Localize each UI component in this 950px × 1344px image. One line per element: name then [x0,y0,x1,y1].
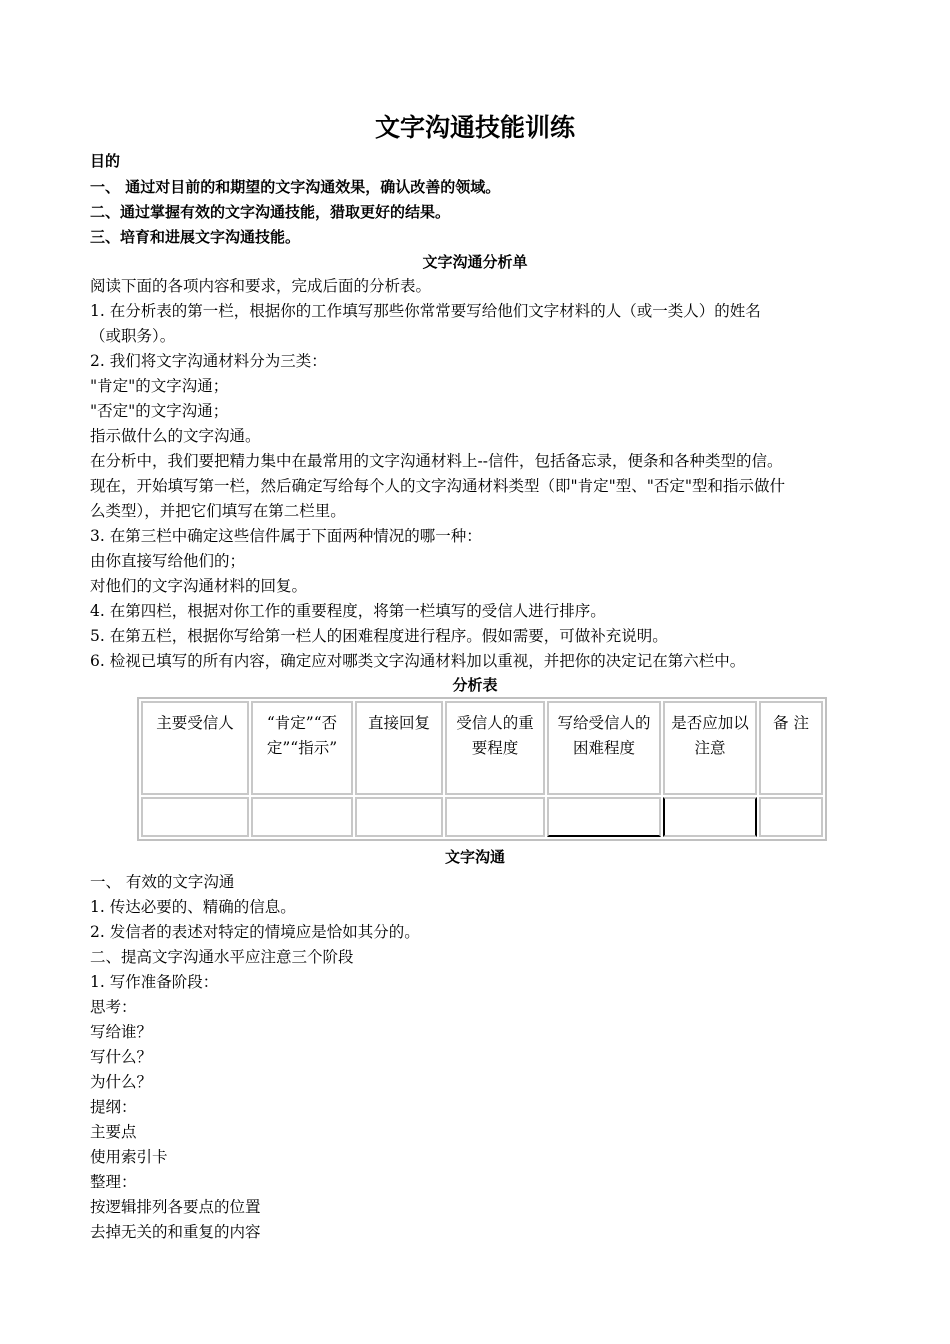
paragraph-line: 阅读下面的各项内容和要求，完成后面的分析表。 [90,277,432,295]
paragraph-line: 整理： [90,1173,137,1191]
paragraph-line: 按逻辑排列各要点的位置 [90,1198,261,1216]
paragraph-line: 一、 有效的文字沟通 [90,873,235,891]
table-cell[interactable] [355,797,443,837]
paragraph-line: 1. 写作准备阶段： [90,973,219,991]
table-cell[interactable] [251,797,353,837]
paragraph-line: 2. 发信者的表述对特定的情境应是恰如其分的。 [90,923,420,941]
paragraph-line: 1. 在分析表的第一栏，根据你的工作填写那些你常常要写给他们文字材料的人（或一类人）的姓名 [90,302,761,320]
table-header-cell: “肯定”“否定”“指示” [251,701,353,795]
table-header-cell: 写给受信人的困难程度 [547,701,661,795]
table-header-cell: 主要受信人 [141,701,249,795]
document-title: 文字沟通技能训练 [374,113,575,142]
paragraph-line: 由你直接写给他们的； [90,552,246,570]
paragraph-line: 现在，开始填写第一栏，然后确定写给每个人的文字沟通材料类型（即"肯定"型、"否定"型和指示做什 [90,477,786,495]
paragraph-line: 在分析中，我们要把精力集中在最常用的文字沟通材料上--信件，包括备忘录，便条和各种类型的信。 [90,452,783,470]
table-cell[interactable] [759,797,823,837]
communication-heading: 文字沟通 [444,848,505,866]
table-header-cell: 受信人的重要程度 [445,701,545,795]
purpose-item: 二、通过掌握有效的文字沟通技能，猎取更好的结果。 [90,203,451,221]
paragraph-line: 4. 在第四栏，根据对你工作的重要程度，将第一栏填写的受信人进行排序。 [90,602,606,620]
paragraph-line: 3. 在第三栏中确定这些信件属于下面两种情况的哪一种： [90,527,482,545]
paragraph-line: 去掉无关的和重复的内容 [90,1223,261,1241]
paragraph-line: "否定"的文字沟通； [90,402,229,420]
paragraph-line: 1. 传达必要的、精确的信息。 [90,898,296,916]
purpose-heading: 目的 [90,152,121,170]
paragraph-line: 二、提高文字沟通水平应注意三个阶段 [90,948,354,966]
analysis-table [137,697,827,841]
paragraph-line: 思考： [90,998,137,1016]
paragraph-line: 写给谁？ [90,1023,153,1041]
paragraph-line: 主要点 [90,1123,137,1141]
table-header-row [141,701,823,795]
paragraph-line: 2. 我们将文字沟通材料分为三类： [90,352,327,370]
paragraph-line: 使用索引卡 [90,1148,168,1166]
table-cell[interactable] [445,797,545,837]
table-heading: 分析表 [452,676,498,694]
analysis-sheet-heading: 文字沟通分析单 [422,253,528,271]
paragraph-line: 对他们的文字沟通材料的回复。 [90,577,308,595]
table-header-cell: 是否应加以注意 [663,701,757,795]
paragraph-line: 5. 在第五栏，根据你写给第一栏人的困难程度进行程序。假如需要，可做补充说明。 [90,627,668,645]
paragraph-line: "肯定"的文字沟通； [90,377,229,395]
purpose-item: 三、培育和进展文字沟通技能。 [90,228,301,246]
table-cell[interactable] [663,797,757,837]
paragraph-line: 6. 检视已填写的所有内容，确定应对哪类文字沟通材料加以重视，并把你的决定记在第六栏中。 [90,652,746,670]
paragraph-line: 提纲： [90,1098,137,1116]
table-cell[interactable] [141,797,249,837]
paragraph-line: 为什么？ [90,1073,153,1091]
paragraph-line: 么类型），并把它们填写在第二栏里。 [90,502,346,520]
table-cell[interactable] [547,797,661,837]
table-header-cell: 备 注 [759,701,823,795]
paragraph-line: 写什么？ [90,1048,153,1066]
table-header-cell: 直接回复 [355,701,443,795]
paragraph-line: （或职务）。 [90,327,176,345]
purpose-item: 一、 通过对目前的和期望的文字沟通效果，确认改善的领域。 [90,178,501,196]
paragraph-line: 指示做什么的文字沟通。 [90,427,261,445]
table-row [141,797,823,837]
